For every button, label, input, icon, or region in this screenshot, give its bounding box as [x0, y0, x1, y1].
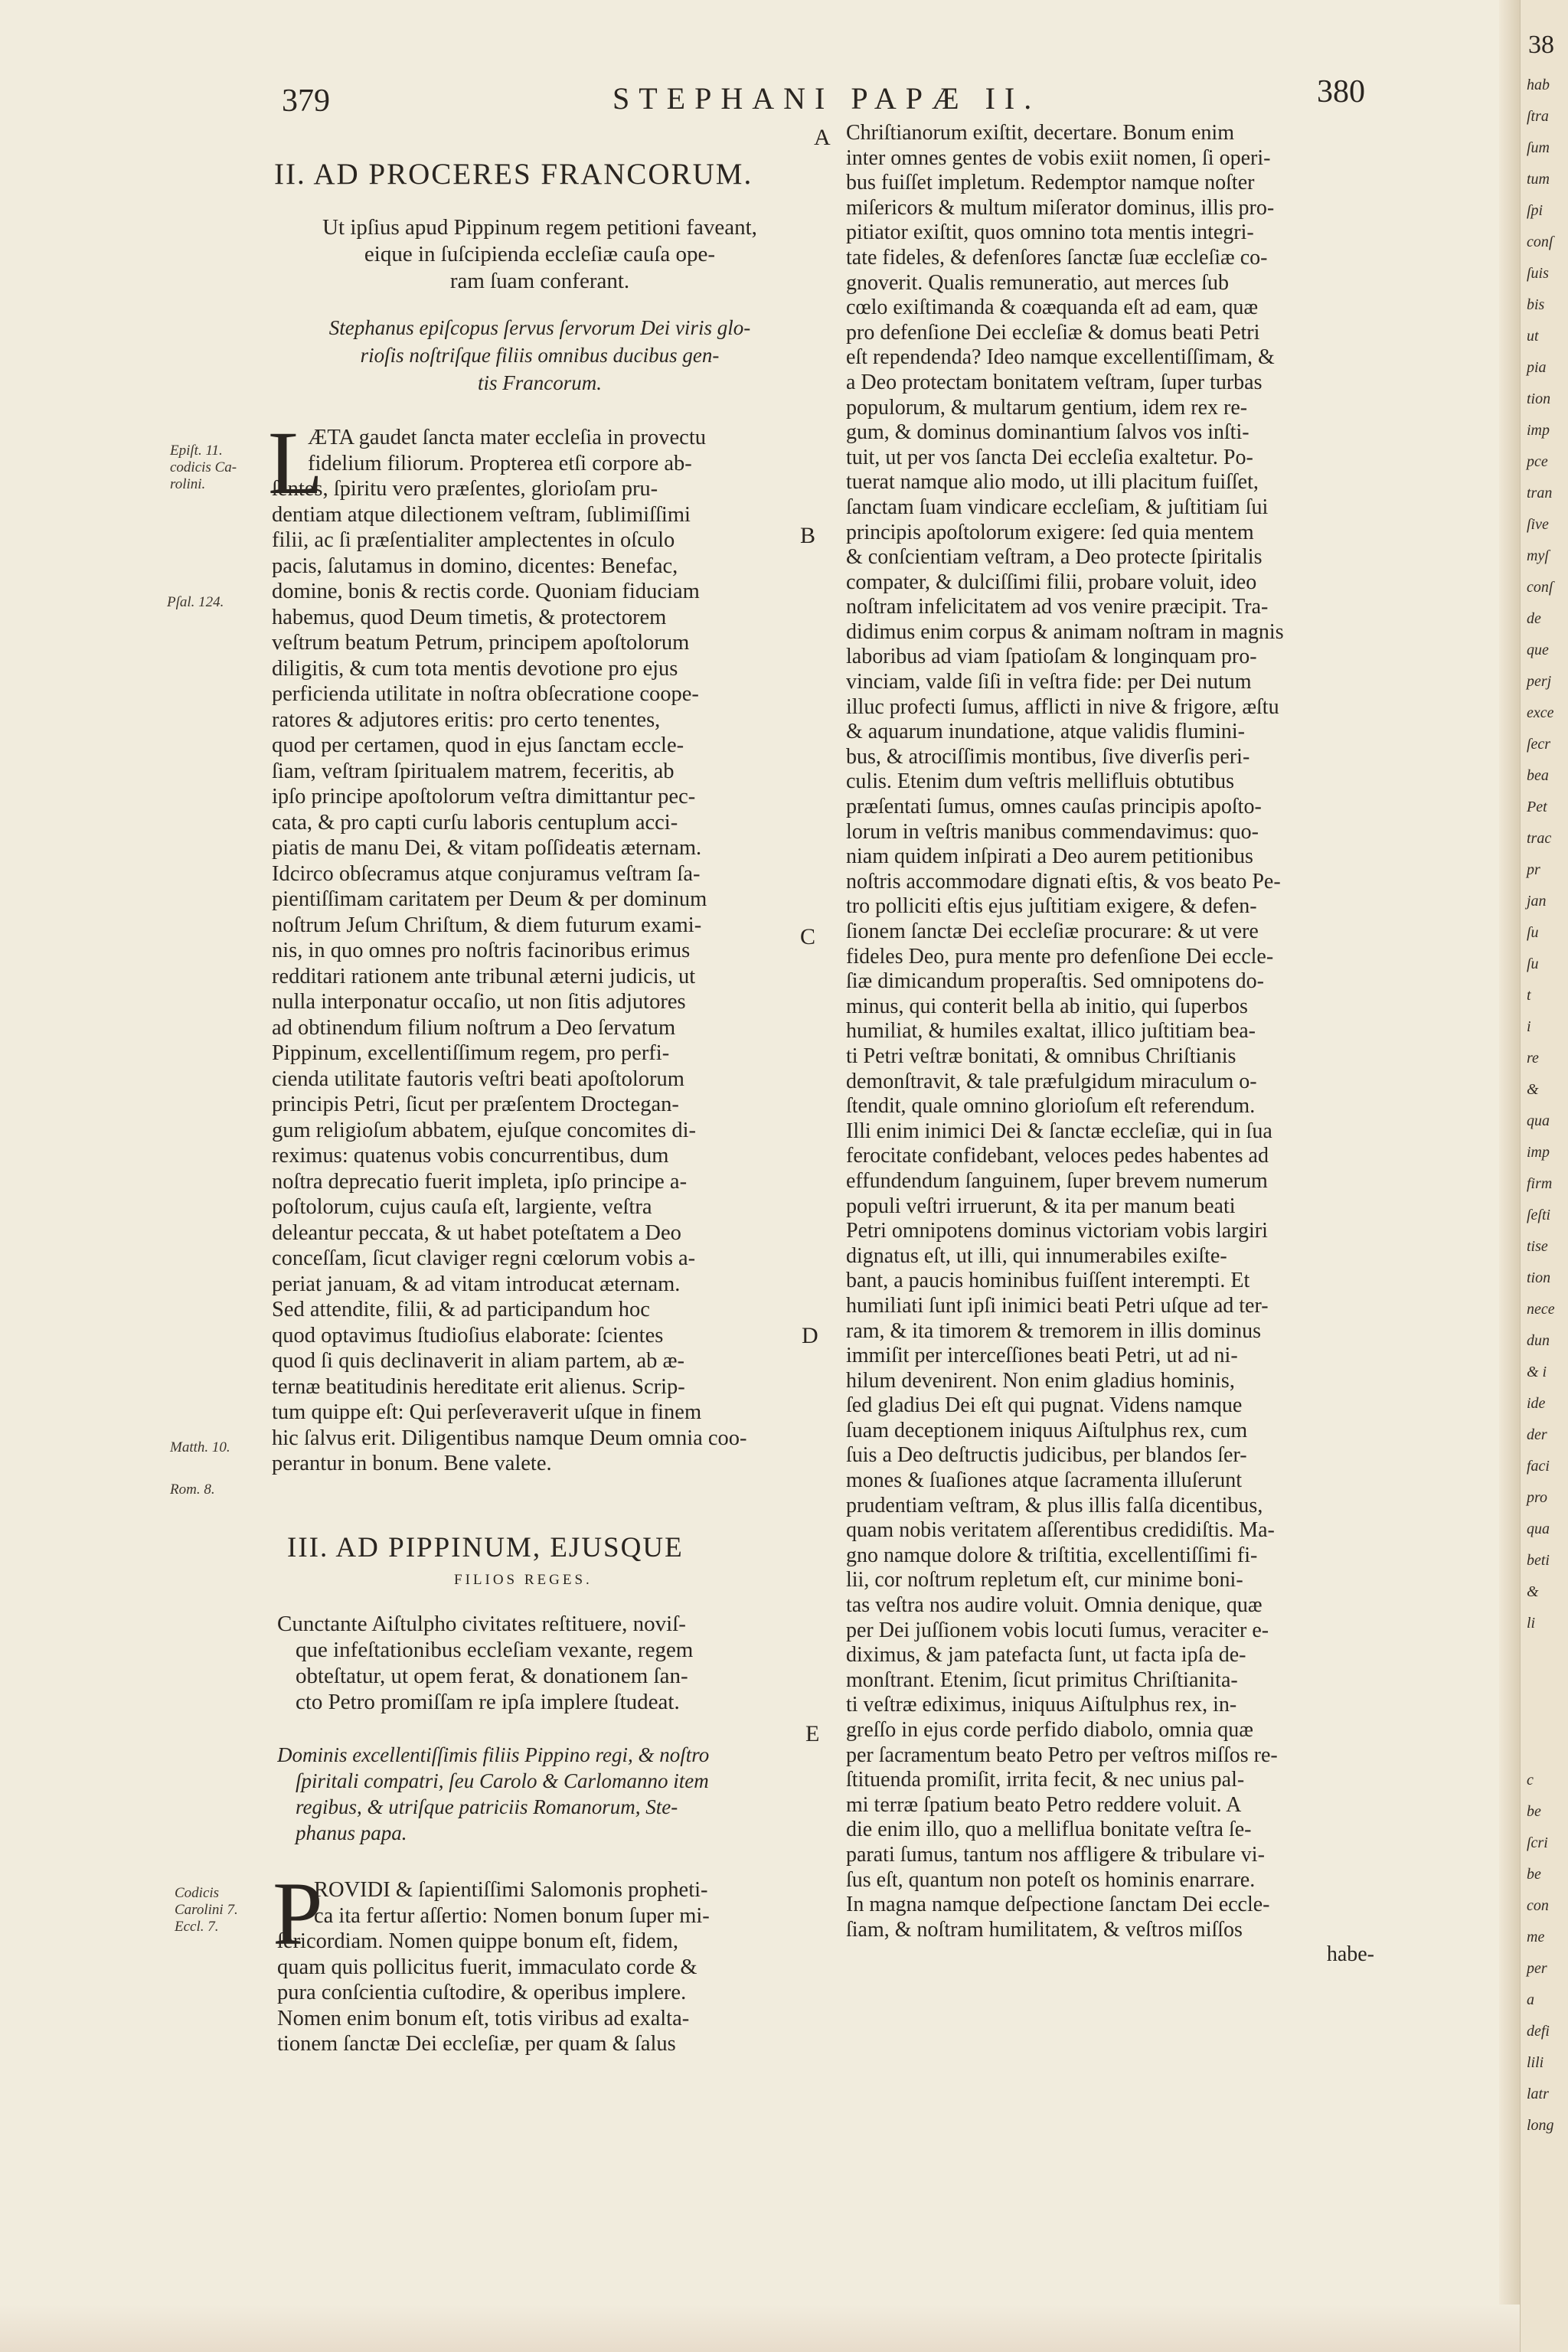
next-page-fragment: ſtra [1527, 108, 1549, 125]
margin-note-line: rolini. [170, 476, 206, 492]
address-line: tis Francorum. [478, 371, 602, 394]
body-line: ferocitate confidebant, veloces pedes habentes ad [846, 1144, 1269, 1168]
body-line: Nomen enim bonum eſt, totis viribus ad exalta- [277, 2006, 690, 2030]
body-line: cata, & pro capti curſu laboris centuplum acci- [272, 810, 678, 835]
summary-line: que infeſtationibus eccleſiam vexante, regem [296, 1638, 694, 1662]
next-page-fragment: be [1527, 1866, 1541, 1883]
body-line: conceſſam, ſicut claviger regni cœlorum vobis a- [272, 1246, 696, 1270]
letter-3-dropcap: P [273, 1864, 323, 1964]
body-line: perficienda utilitate in noſtra obſecratione coope- [272, 682, 699, 706]
body-line: quam nobis veritatem aſſerentibus credidiſtis. Ma- [846, 1518, 1275, 1543]
body-line: poſtolorum, cujus cauſa eſt, largiente, veſtra [272, 1195, 652, 1219]
body-line: illuc profecti ſumus, afflicti in nive & frigore, æſtu [846, 694, 1279, 719]
next-page-fragment: firm [1527, 1175, 1553, 1192]
body-line: culis. Etenim dum veſtris mellifluis obtutibus [846, 769, 1235, 794]
next-page-fragment: pr [1527, 861, 1540, 878]
next-page-fragment: tum [1527, 171, 1550, 188]
next-page-fragment: & [1527, 1081, 1539, 1098]
body-line: Petri omnipotens dominus victoriam vobis largiri [846, 1219, 1268, 1243]
body-line: ſuam deceptionem iniquus Aiſtulphus rex, cum [846, 1418, 1248, 1442]
body-line: cienda utilitate fautoris veſtri beati apoſtolorum [272, 1067, 684, 1091]
body-line: Chriſtianorum exiſtit, decertare. Bonum enim [846, 121, 1234, 145]
address-line: Stephanus epiſcopus ſervus ſervorum Dei viris glo- [328, 316, 751, 339]
body-line: eſt rependenda? Ideo namque excellentiſſimam, & [846, 345, 1275, 370]
next-page-fragment: ſecr [1527, 736, 1551, 753]
address-line: regibus, & utriſque patriciis Romanorum, Ste- [296, 1795, 678, 1818]
body-line: Pippinum, excellentiſſimum regem, pro perfi- [272, 1041, 670, 1065]
body-line: bus, & atrociſſimis montibus, ſive diverſis peri- [846, 744, 1250, 769]
next-page-fragment: con [1527, 1897, 1549, 1914]
next-page-fragment: lili [1527, 2054, 1544, 2071]
next-page-fragment: & [1527, 1583, 1539, 1600]
body-line: tas veſtra nos audire voluit. Omnia denique, quæ [846, 1593, 1263, 1618]
summary-line: cto Petro promiſſam re ipſa implere ſtudeat. [296, 1690, 680, 1714]
right-column-text [846, 121, 1420, 1968]
next-page-fragment: myſ [1527, 547, 1549, 564]
body-line: noſtra deprecatio fuerit impleta, ipſo principe a- [272, 1169, 688, 1194]
body-line: immiſit per interceſſiones beati Petri, ut ad ni- [846, 1344, 1238, 1368]
body-line: ſiam, veſtram ſpiritualem matrem, feceritis, ab [272, 759, 675, 783]
body-line: miſericors & multum miſerator dominus, illis pro- [846, 195, 1275, 220]
body-line: pitiator exiſtit, quos omnino tota mentis integri- [846, 220, 1254, 245]
body-line: a Deo protectam bonitatem veſtram, ſuper turbas [846, 370, 1263, 394]
margin-note-codicis [175, 1885, 238, 1936]
body-line: reximus: quatenus vobis concurrentibus, dum [272, 1144, 669, 1168]
body-line: didimus enim corpus & animam noſtram in magnis [846, 619, 1284, 644]
body-line: die enim illo, quo a melliflua bonitate veſtra ſe- [846, 1818, 1252, 1842]
body-line: diligitis, & cum tota mentis devotione pro ejus [272, 656, 678, 681]
body-line: ſiæ dimicandum properaſtis. Sed omnipotens do- [846, 969, 1264, 994]
body-line: cœlo exiſtimanda & coæquanda eſt ad eam, quæ [846, 296, 1259, 320]
body-line: tro polliciti eſtis ejus juſtitiam exigere, & defen- [846, 894, 1257, 919]
summary-line: Cunctante Aiſtulpho civitates reſtituere, noviſ- [277, 1612, 686, 1636]
body-line: fideles Deo, pura mente pro defenſione Dei eccle- [846, 944, 1274, 969]
next-page-edge [1520, 0, 1568, 2352]
body-line: hilum devenirent. Non enim gladius hominis, [846, 1368, 1235, 1393]
summary-line: obteſtatur, ut opem ferat, & donationem ſan- [296, 1664, 688, 1688]
body-line: gno namque dolore & triſtitia, excellentiſſimi fi- [846, 1543, 1258, 1567]
margin-note-rom [170, 1481, 215, 1498]
body-line: ſed gladius Dei eſt qui pugnat. Videns namque [846, 1393, 1243, 1418]
margin-note-line: Carolini 7. [175, 1902, 238, 1918]
next-page-fragment: re [1527, 1050, 1539, 1067]
next-page-fragment: Pet [1527, 799, 1547, 815]
next-page-fragment: qua [1527, 1521, 1550, 1537]
body-line: habe- [1326, 1942, 1374, 1967]
margin-note-line: Rom. 8. [170, 1481, 215, 1498]
next-page-fragment: t [1527, 987, 1531, 1004]
body-line: ca ita fertur aſſertio: Nomen bonum ſuper mi- [314, 1903, 710, 1928]
body-line: lorum in veſtris manibus commendavimus: quo- [846, 819, 1259, 844]
next-page-fragment: pro [1527, 1489, 1548, 1506]
next-page-fragment: ſcri [1527, 1834, 1548, 1851]
body-line: mones & ſuaſiones atque ſacramenta illuſerunt [846, 1468, 1243, 1493]
body-line: ſtituenda promiſit, irrita fecit, & nec unius pal- [846, 1768, 1245, 1792]
address-line: phanus papa. [296, 1821, 407, 1844]
next-page-fragment: ide [1527, 1395, 1546, 1412]
next-page-fragment: ut [1527, 328, 1539, 345]
body-line: diximus, & jam patefacta ſunt, ut facta ipſa de- [846, 1643, 1246, 1668]
next-page-fragment: conſ [1527, 579, 1553, 596]
next-page-fragment: imp [1527, 1144, 1550, 1161]
next-page-fragment: que [1527, 642, 1549, 658]
next-page-fragment: per [1527, 1960, 1547, 1977]
body-line: ti Petri veſtræ bonitati, & omnibus Chriſtianis [846, 1044, 1236, 1068]
letter-2-body [272, 476, 808, 1477]
body-line: Illi enim inimici Dei & ſanctæ eccleſiæ, qui in ſua [846, 1119, 1272, 1143]
body-line: humiliat, & humiles exaltat, illico juſtitiam bea- [846, 1019, 1256, 1044]
body-line: noſtram infelicitatem ad vos venire præcipit. Tra- [846, 595, 1269, 619]
body-line: quod optavimus ſtudioſius elaborate: ſcientes [272, 1323, 664, 1348]
next-page-fragment: pia [1527, 359, 1547, 376]
letter-3-body [277, 1929, 813, 2057]
margin-note-matth [170, 1439, 230, 1456]
body-line: ipſo principe apoſtolorum veſtra dimittantur pec- [272, 785, 696, 808]
body-line: quam quis pollicitus fuerit, immaculato corde & [277, 1955, 697, 1979]
next-page-fragment: imp [1527, 422, 1550, 439]
body-line: ſericordiam. Nomen quippe bonum eſt, fidem, [277, 1929, 678, 1953]
body-line: ſus eſt, quantum non poteſt os hominis enarrare. [846, 1867, 1256, 1892]
body-line: & aquarum inundatione, atque validis flumini- [846, 720, 1245, 744]
address-line: rioſis noſtriſque filiis omnibus ducibus gen- [360, 344, 720, 367]
body-line: compater, & dulciſſimi filii, probare voluit, ideo [846, 570, 1257, 594]
address-line: Dominis excellentiſſimis filiis Pippino regi, & noſtro [277, 1743, 710, 1766]
body-line: veſtrum beatum Petrum, principem apoſtolorum [272, 631, 690, 655]
next-page-fragment: i [1527, 1018, 1531, 1035]
body-line: ſiam, & noſtram humilitatem, & veſtros miſſos [846, 1917, 1243, 1942]
body-line: mi terræ ſpatium beato Petro reddere voluit. A [846, 1792, 1242, 1817]
body-line: bus fuiſſet impletum. Redemptor namque noſter [846, 171, 1255, 195]
letter-2-address [272, 314, 808, 397]
next-page-fragment: tion [1527, 1269, 1551, 1286]
letter-3-heading: III. AD PIPPINUM, EJUSQUE [287, 1532, 684, 1563]
section-marker-a: A [814, 125, 831, 150]
next-page-fragment: ſive [1527, 516, 1549, 533]
body-line: Idcirco obſecramus atque conjuramus veſtram ſa- [272, 861, 701, 886]
body-line: ſionem ſanctæ Dei eccleſiæ procurare: & ut vere [846, 920, 1259, 943]
page-shadow [0, 2305, 1520, 2352]
next-page-fragment: ſpi [1527, 202, 1544, 219]
body-line: fidelium filiorum. Propterea etſi corpore ab- [308, 451, 692, 475]
body-line: hic ſalvus erit. Diligentibus namque Deum omnia coo- [272, 1426, 747, 1450]
margin-note-psal [167, 594, 224, 611]
body-line: quod per certamen, quod in ejus ſanctam eccle- [272, 733, 684, 757]
body-line: monſtrant. Etenim, ſicut primitus Chriſtianita- [846, 1668, 1238, 1692]
body-line: per ſacramentum beato Petro per veſtros miſſos re- [846, 1743, 1278, 1767]
next-page-fragment: bis [1527, 296, 1545, 313]
right-page-number: 380 [1317, 74, 1365, 109]
next-page-number: 38 [1528, 31, 1554, 59]
letter-3-address [277, 1742, 813, 1846]
body-line: pientiſſimam caritatem per Deum & per dominum [272, 887, 707, 911]
body-line: noſtris accommodare dignati eſtis, & vos beato Pe- [846, 869, 1281, 893]
body-line: minus, qui conterit bella ab initio, qui ſuperbos [846, 994, 1248, 1018]
summary-line: eique in ſuſcipienda eccleſiæ cauſa ope- [364, 242, 716, 266]
body-line: bant, a paucis hominibus fuiſſent interempti. Et [846, 1269, 1250, 1293]
body-line: domine, bonis & rectis corde. Quoniam fiduciam [272, 580, 700, 603]
body-line: ratores & adjutores eritis: pro certo tenentes, [272, 707, 661, 732]
next-page-fragment: beti [1527, 1552, 1550, 1569]
body-line: dentiam atque dilectionem veſtram, ſublimiſſimi [272, 502, 691, 527]
body-line: populi veſtri irruerunt, & ita per manum beati [846, 1194, 1236, 1218]
summary-line: ram ſuam conferant. [449, 269, 630, 293]
next-page-fragment: li [1527, 1615, 1536, 1632]
body-line: tuerat namque alio modo, ut illi placitum fuiſſet, [846, 470, 1259, 495]
body-line: perantur in bonum. Bene valete. [272, 1452, 552, 1475]
letter-2-dropcap: L [268, 413, 324, 513]
next-page-fragment: faci [1527, 1458, 1550, 1475]
body-line: filii, ac ſi præſentialiter amplectentes in oſculo [272, 528, 675, 552]
next-page-fragment: ſeſti [1527, 1207, 1551, 1223]
body-line: noſtrum Jeſum Chriſtum, & diem futurum exami- [272, 913, 702, 937]
margin-note-line: Pſal. 124. [167, 594, 224, 610]
body-line: habemus, quod Deum timetis, & protectorem [272, 605, 667, 629]
body-line: effundendum ſanguinem, ſuper brevem numerum [846, 1168, 1268, 1193]
next-page-fragment: bea [1527, 767, 1549, 784]
next-page-fragment: ſu [1527, 956, 1539, 972]
body-line: Sed attendite, filii, & ad participandum hoc [272, 1298, 650, 1321]
body-line: nulla interponatur occaſio, ut non ſitis adjutores [272, 990, 686, 1014]
body-line: ÆTA gaudet ſancta mater eccleſia in provectu [308, 426, 706, 449]
margin-note-line: Codicis [175, 1885, 220, 1901]
body-line: ternæ beatitudinis hereditate erit alienus. Scrip- [272, 1374, 685, 1399]
body-line: inter omnes gentes de vobis exiit nomen, ſi operi- [846, 145, 1271, 170]
body-line: laboribus ad viam ſpatioſam & longinquam pro- [846, 645, 1257, 669]
summary-line: Ut ipſius apud Pippinum regem petitioni faveant, [322, 215, 757, 240]
next-page-fragment: hab [1527, 77, 1550, 93]
body-line: In magna namque deſpectione ſanctam Dei eccle- [846, 1893, 1270, 1917]
next-page-fragment: tran [1527, 485, 1553, 501]
next-page-fragment: jan [1527, 893, 1547, 910]
next-page-fragment: de [1527, 610, 1541, 627]
body-line: nis, in quo omnes pro noſtris facinoribus erimus [272, 939, 691, 962]
body-line: dignatus eſt, ut illi, qui innumerabiles exiſte- [846, 1243, 1227, 1268]
next-page-fragment: tion [1527, 390, 1551, 407]
body-line: niam quidem inſpirati a Deo aurem petitionibus [846, 844, 1253, 869]
margin-note-line: Eccl. 7. [175, 1919, 219, 1935]
body-line: humiliati ſunt ipſi inimici beati Petri uſque ad ter- [846, 1293, 1269, 1318]
next-page-fragment: conſ [1527, 234, 1553, 250]
body-line: ti veſtræ ediximus, iniquus Aiſtulphus rex, in- [846, 1693, 1237, 1717]
letter-3-summary [277, 1611, 813, 1715]
section-marker-d: D [802, 1323, 818, 1348]
body-line: ſtendit, quale omnino glorioſum eſt referendum. [846, 1094, 1256, 1119]
body-line: piatis de manu Dei, & vitam poſſideatis æternam. [272, 836, 702, 860]
body-line: tate fideles, & defenſores ſanctæ ſuæ eccleſiæ co- [846, 245, 1268, 270]
body-line: gnoverit. Qualis remuneratio, aut merces ſub [846, 270, 1229, 295]
body-line: populorum, & multarum gentium, idem rex re- [846, 395, 1248, 420]
margin-note-line: Matth. 10. [170, 1439, 230, 1455]
next-page-fragment: a [1527, 1991, 1534, 2008]
next-page-fragment: pce [1527, 453, 1548, 470]
next-page-fragment: ſuis [1527, 265, 1549, 282]
body-line: ſanctam ſuam vindicare eccleſiam, & juſtitiam ſui [846, 495, 1269, 519]
margin-note-epist [170, 443, 237, 493]
letter-3-subheading: FILIOS REGES. [454, 1572, 593, 1588]
body-line: gum, & dominus dominantium ſalvos vos inſti- [846, 420, 1250, 445]
body-line: & conſcientiam veſtram, a Deo protecte ſpiritalis [846, 545, 1263, 570]
body-line: quod ſi quis declinaverit in aliam partem, ab æ- [272, 1349, 684, 1373]
body-line: deleantur peccata, & ut habet poteſtatem a Deo [272, 1220, 681, 1245]
body-line: demonſtravit, & tale præfulgidum miraculum o- [846, 1069, 1257, 1093]
body-line: pacis, ſalutamus in domino, dicentes: Benefac, [272, 554, 678, 578]
next-page-fragment: tise [1527, 1238, 1548, 1255]
body-line: præſentati ſumus, omnes cauſas principis apoſto- [846, 795, 1262, 819]
section-marker-c: C [800, 924, 816, 949]
next-page-fragment: latr [1527, 2086, 1549, 2102]
next-page-fragment: c [1527, 1772, 1534, 1788]
margin-note-line: Epiſt. 11. [170, 443, 223, 459]
next-page-fragment: ſu [1527, 924, 1539, 941]
next-page-fragment: der [1527, 1426, 1547, 1443]
letter-2-summary [272, 214, 808, 295]
body-line: prudentiam veſtram, & plus illis falſa dicentibus, [846, 1493, 1263, 1517]
body-line: ROVIDI & ſapientiſſimi Salomonis propheti- [314, 1878, 708, 1902]
body-line: gum religioſum abbatem, ejuſque concomites di- [272, 1118, 697, 1142]
address-line: ſpiritali compatri, ſeu Carolo & Carlomanno item [296, 1769, 709, 1792]
margin-note-line: codicis Ca- [170, 459, 237, 475]
section-marker-e: E [805, 1721, 820, 1746]
body-line: periat januam, & ad vitam introducat æternam. [272, 1272, 681, 1296]
next-page-fragment: & i [1527, 1364, 1547, 1380]
body-line: vinciam, valde ſiſi in veſtra fide: per Dei nutum [846, 670, 1252, 694]
body-line: principis Petri, ſicut per præſentem Droctegan- [272, 1093, 679, 1116]
left-page-number: 379 [282, 83, 330, 119]
running-title: STEPHANI PAPÆ II. [612, 81, 1041, 116]
body-line: ad obtinendum filium noſtrum a Deo ſervatum [272, 1015, 676, 1040]
next-page-fragment: exce [1527, 704, 1554, 721]
next-page-fragment: me [1527, 1929, 1545, 1945]
body-line: pro defenſione Dei eccleſiæ & domus beati Petri [846, 320, 1260, 345]
book-binding [1499, 0, 1521, 2352]
letter-2-opening [308, 425, 805, 476]
letter-3-opening [314, 1877, 812, 1929]
next-page-fragment: perj [1527, 673, 1552, 690]
letter-2-heading: II. AD PROCERES FRANCORUM. [274, 158, 753, 191]
next-page-fragment: trac [1527, 830, 1552, 847]
next-page-fragment: be [1527, 1803, 1541, 1820]
body-line: parati ſumus, tantum nos affligere & tribulare vi- [846, 1842, 1265, 1867]
body-line: ſuis a Deo deſtructis judicibus, per blandos ſer- [846, 1443, 1247, 1468]
next-page-fragment: defi [1527, 2023, 1550, 2040]
section-marker-b: B [800, 523, 816, 548]
next-page-fragment: dun [1527, 1332, 1550, 1349]
body-line: tum quippe eſt: Qui perſeveraverit uſque in finem [272, 1400, 702, 1424]
next-page-fragment: qua [1527, 1112, 1550, 1129]
next-page-fragment: ſum [1527, 139, 1550, 156]
body-line: per Dei juſſionem vobis locuti ſumus, veraciter e- [846, 1618, 1269, 1642]
body-line: lii, cor noſtrum repletum eſt, cur minime boni- [846, 1568, 1243, 1592]
body-line: tionem ſanctæ Dei eccleſiæ, per quam & ſalus [277, 2032, 676, 2056]
next-page-fragment: nece [1527, 1301, 1555, 1318]
body-line: pura conſcientia cuſtodire, & operibus implere. [277, 1981, 687, 2004]
body-line: greſſo in ejus corde perfido diabolo, omnia quæ [846, 1718, 1253, 1742]
body-line: redditari rationem ante tribunal æterni judicis, ut [272, 964, 696, 988]
body-line: ſentes, ſpiritu vero præſentes, glorioſam pru- [272, 477, 658, 501]
body-line: ram, & ita timorem & tremorem in illis dominus [846, 1318, 1262, 1343]
body-line: tuit, ut per vos ſancta Dei eccleſia exaltetur. Po- [846, 445, 1253, 469]
next-page-fragment: long [1527, 2117, 1554, 2134]
body-line: principis apoſtolorum exigere: ſed quia mentem [846, 520, 1254, 544]
